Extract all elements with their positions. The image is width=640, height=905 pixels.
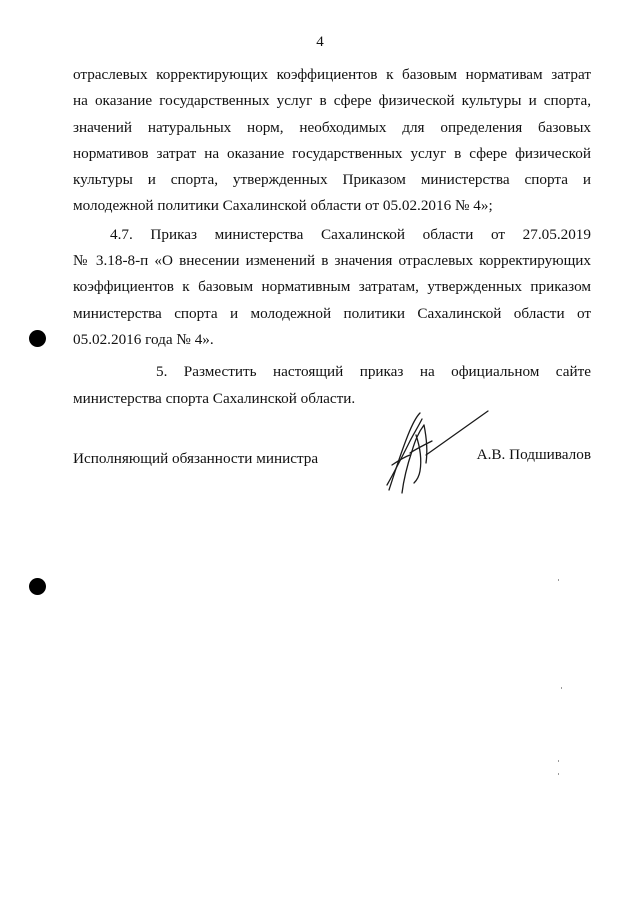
paragraph-line: коэффициентов к базовым нормативным затратам, утвержденных приказом	[73, 278, 591, 296]
paragraph-line: молодежной политики Сахалинской области от 05.02.2016 № 4»;	[73, 197, 493, 215]
paragraph-line: на оказание государственных услуг в сфере физической культуры и спорта,	[73, 92, 591, 110]
paragraph-line: министерства спорта Сахалинской области.	[73, 389, 356, 407]
word: приказ	[359, 363, 404, 381]
paragraph-5-first-line	[73, 359, 591, 385]
paragraph-line: министерства спорта и молодежной политики Сахалинской области от	[73, 304, 591, 322]
scan-speck	[558, 579, 559, 581]
document-body	[73, 62, 591, 412]
signatory-name: А.В. Подшивалов	[476, 446, 591, 463]
punch-hole	[29, 330, 46, 347]
paragraph-line: № 3.18-8-п «О внесении изменений в значения отраслевых корректирующих	[73, 252, 591, 270]
signatory-title: Исполняющий обязанности министра	[73, 450, 319, 467]
paragraph-line: 4.7. Приказ министерства Сахалинской области от 27.05.2019	[110, 225, 591, 243]
paragraph-line: нормативов затрат на оказание государственных услуг в сфере физической	[73, 144, 591, 162]
punch-hole	[29, 578, 46, 595]
scan-speck	[558, 760, 559, 762]
scan-speck	[558, 773, 559, 775]
paragraph-line: отраслевых корректирующих коэффициентов к базовым нормативам затрат	[73, 66, 591, 83]
word: на	[419, 363, 435, 381]
paragraph-line: 05.02.2016 года № 4».	[73, 330, 214, 348]
page-number: 4	[316, 34, 324, 50]
scan-speck	[561, 687, 562, 689]
word: сайте	[555, 363, 591, 381]
paragraph-line: культуры и спорта, утвержденных Приказом министерства спорта и	[73, 171, 591, 189]
paragraph-number: 5.	[156, 363, 168, 381]
word: настоящий	[272, 363, 344, 381]
paragraph-line: значений натуральных норм, необходимых для определения базовых	[73, 118, 591, 136]
word: официальном	[451, 363, 540, 381]
word: Разместить	[183, 363, 257, 381]
